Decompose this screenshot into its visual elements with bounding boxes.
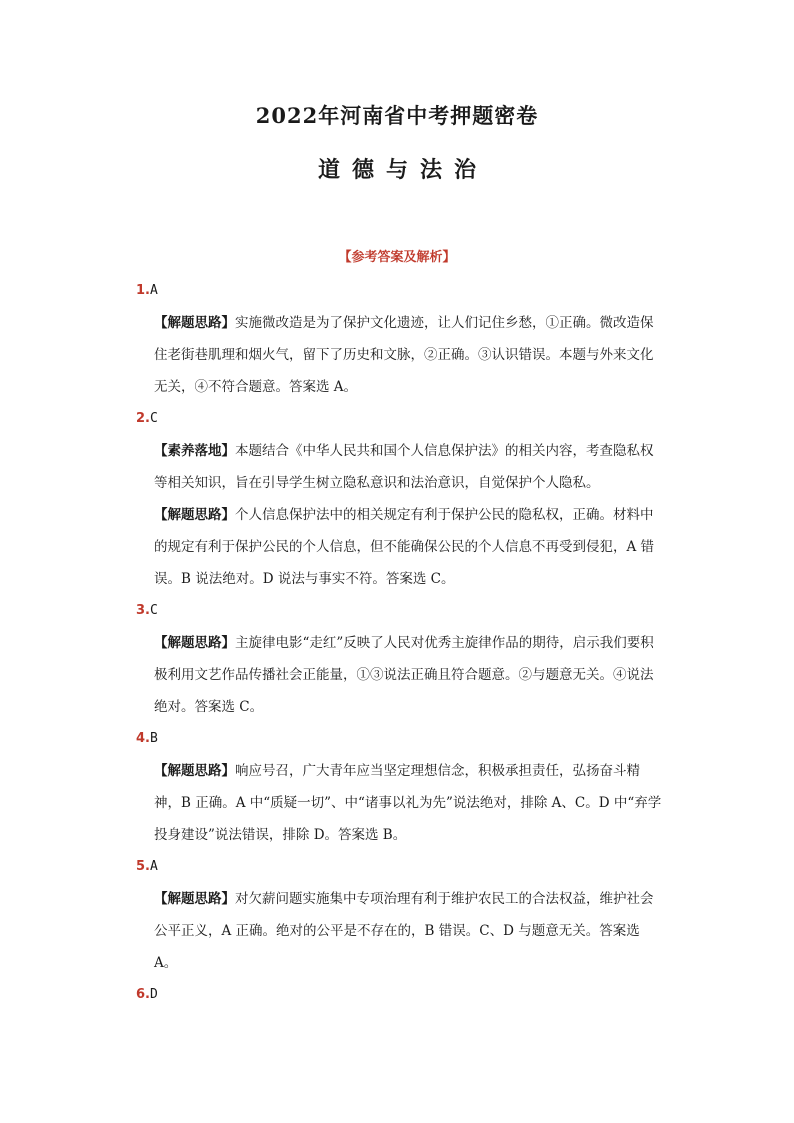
document-title: 2022年河南省中考押题密卷 (255, 103, 539, 128)
answer-item (136, 283, 666, 411)
explanation-tag: 【解题思路】 (154, 507, 235, 523)
question-number: 5. (136, 859, 150, 874)
explanation-tag: 【解题思路】 (154, 635, 235, 651)
answer-letter: B (149, 731, 158, 746)
explanation-text: 实施微改造是为了保护文化遗迹，让人们记住乡愁，①正确。微改造保住老街巷肌理和烟火气，留下了历史和文脉，②正确。③认识错误。本题与外来文化无关，④不符合题意。答案选 A。 (154, 315, 654, 395)
answer-item-header (136, 987, 666, 1019)
answer-letter: A (149, 283, 158, 298)
explanation-tag: 【解题思路】 (154, 891, 235, 907)
answer-letter: C (149, 603, 158, 618)
explanation-text: 对欠薪问题实施集中专项治理有利于维护农民工的合法权益，维护社会公平正义，A 正确。绝对的公平是不存在的，B 错误。C、D 与题意无关。答案选 A。 (154, 891, 654, 971)
section-heading: 【参考答案及解析】 (338, 250, 456, 265)
question-number: 3. (136, 603, 150, 618)
answer-item (136, 987, 666, 1019)
explanation-text: 主旋律电影“走红”反映了人民对优秀主旋律作品的期待，启示我们要积极利用文艺作品传播社会正能量，①③说法正确且符合题意。②与题意无关。④说法绝对。答案选 C。 (154, 635, 654, 715)
explanation-text: 个人信息保护法中的相关规定有利于保护公民的隐私权，正确。材料中的规定有利于保护公民的个人信息，但不能确保公民的个人信息不再受到侵犯，A 错误。B 说法绝对。D 说法与事实不符。答案选 C。 (154, 507, 655, 587)
question-number: 1. (136, 283, 150, 298)
explanation-paragraph (154, 499, 666, 595)
explanation-tag: 【解题思路】 (154, 315, 235, 331)
explanation-text: 本题结合《中华人民共和国个人信息保护法》的相关内容，考查隐私权等相关知识，旨在引导学生树立隐私意识和法治意识，自觉保护个人隐私。 (154, 443, 654, 491)
explanation-text: 响应号召，广大青年应当坚定理想信念，积极承担责任，弘扬奋斗精神，B 正确。A 中“质疑一切”、中“诸事以礼为先”说法绝对，排除 A、C。D 中“弃学投身建设”说法错误，排除 D。答案选 B。 (154, 763, 662, 843)
question-number: 4. (136, 731, 150, 746)
explanation-paragraph (154, 627, 666, 723)
explanation-paragraph (154, 883, 666, 979)
answer-item (136, 731, 666, 859)
explanation-tag: 【解题思路】 (154, 763, 235, 779)
answer-letter: D (149, 987, 158, 1002)
explanation-paragraph (154, 435, 666, 499)
document-subtitle: 道德与法治 (317, 157, 488, 183)
answer-item (136, 859, 666, 987)
answer-letter: C (149, 411, 158, 426)
question-number: 2. (136, 411, 150, 426)
answer-letter: A (149, 859, 158, 874)
question-number: 6. (136, 987, 150, 1002)
answer-item (136, 603, 666, 731)
explanation-paragraph (154, 755, 666, 851)
answer-list (136, 283, 666, 1019)
explanation-tag: 【素养落地】 (154, 443, 235, 459)
answer-item (136, 411, 666, 603)
explanation-paragraph (154, 307, 666, 403)
